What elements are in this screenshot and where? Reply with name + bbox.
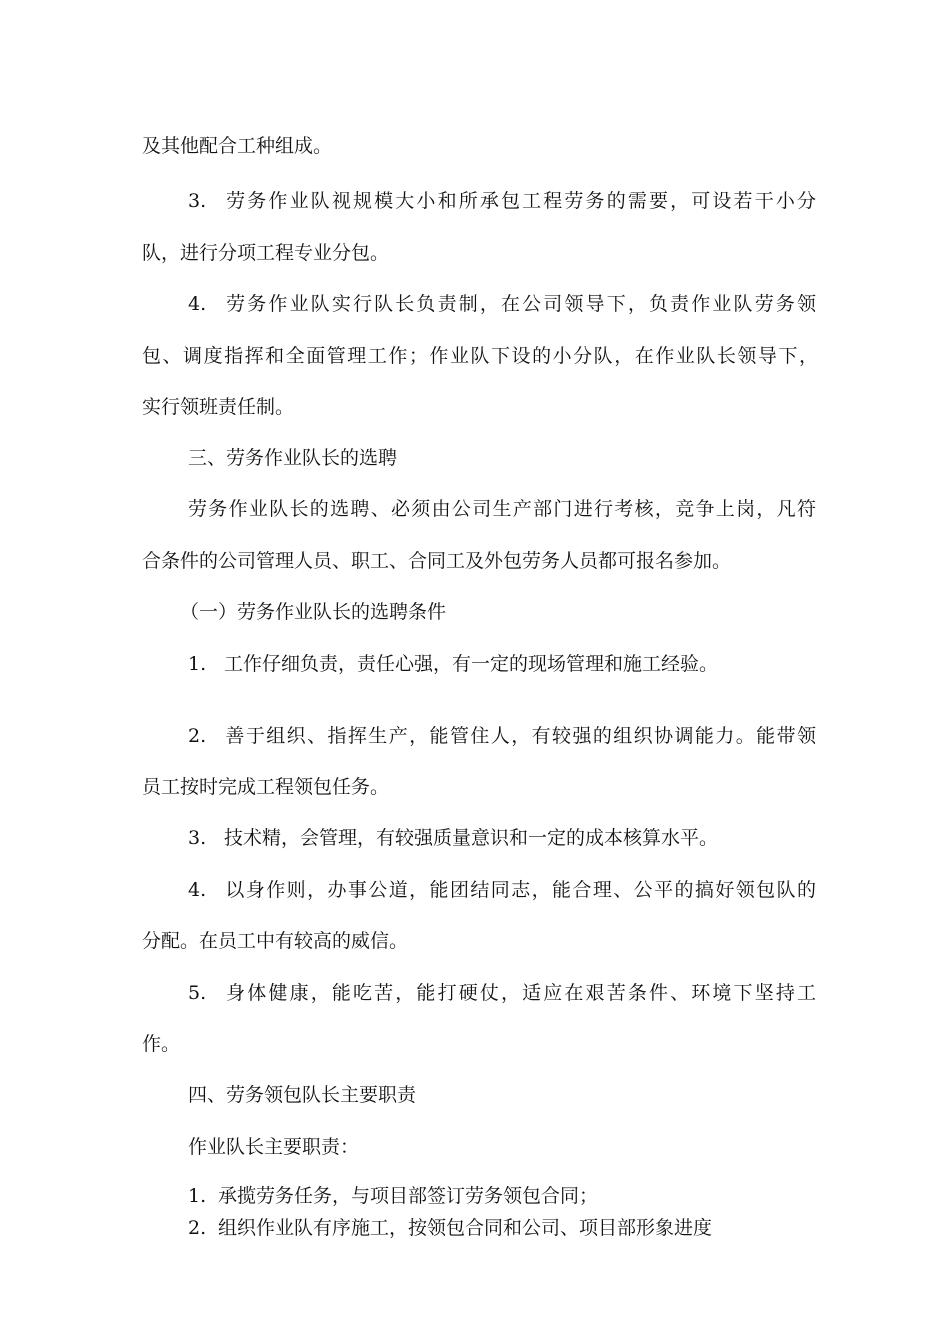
paragraph-line: 分配。在员工中有较高的威信。 (142, 930, 409, 952)
paragraph-line: 合条件的公司管理人员、职工、合同工及外包劳务人员都可报名参加。 (142, 550, 732, 572)
list-item-4: 4. 劳务作业队实行队长负责制，在公司领导下，负责作业队劳务领 (188, 293, 816, 315)
paragraph-line: 作业队长主要职责： (188, 1136, 360, 1158)
paragraph-line: 实行领班责任制。 (142, 396, 295, 418)
paragraph-line: 及其他配合工种组成。 (142, 135, 333, 157)
duty-item-1: 1. 承揽劳务任务，与项目部签订劳务领包合同； (188, 1185, 599, 1207)
list-number: 5. (188, 982, 207, 1004)
section-heading-4: 四、劳务领包队长主要职责 (188, 1084, 417, 1106)
list-number: 3. (188, 827, 207, 849)
list-number: 1. (188, 653, 207, 675)
condition-item-3: 3. 技术精，会管理，有较强质量意识和一定的成本核算水平。 (188, 827, 719, 849)
paragraph-line: 作。 (142, 1033, 181, 1055)
section-heading-3: 三、劳务作业队长的选聘 (188, 447, 398, 469)
paragraph-line: 包、调度指挥和全面管理工作；作业队下设的小分队，在作业队长领导下， (142, 345, 818, 367)
subsection-heading-1: （一）劳务作业队长的选聘条件 (180, 601, 447, 623)
list-item-3: 3. 劳务作业队视规模大小和所承包工程劳务的需要，可设若干小分 (188, 190, 816, 212)
condition-item-5: 5. 身体健康，能吃苦，能打硬仗，适应在艰苦条件、环境下坚持工 (188, 982, 816, 1004)
list-number: 3. (188, 190, 207, 212)
list-number: 2. (188, 725, 207, 747)
condition-item-1: 1. 工作仔细负责，责任心强，有一定的现场管理和施工经验。 (188, 653, 719, 675)
paragraph-line: 劳务作业队长的选聘、必须由公司生产部门进行考核，竞争上岗，凡符 (188, 498, 816, 520)
duty-item-2: 2. 组织作业队有序施工，按领包合同和公司、项目部形象进度 (188, 1217, 713, 1239)
paragraph-line: 队，进行分项工程专业分包。 (142, 242, 390, 264)
list-number: 2. (188, 1217, 207, 1239)
paragraph-line: 员工按时完成工程领包任务。 (142, 776, 390, 798)
condition-item-4: 4. 以身作则，办事公道，能团结同志，能合理、公平的搞好领包队的 (188, 879, 816, 901)
list-number: 1. (188, 1185, 207, 1207)
condition-item-2: 2. 善于组织、指挥生产，能管住人，有较强的组织协调能力。能带领 (188, 725, 816, 747)
list-number: 4. (188, 293, 207, 315)
list-number: 4. (188, 879, 207, 901)
